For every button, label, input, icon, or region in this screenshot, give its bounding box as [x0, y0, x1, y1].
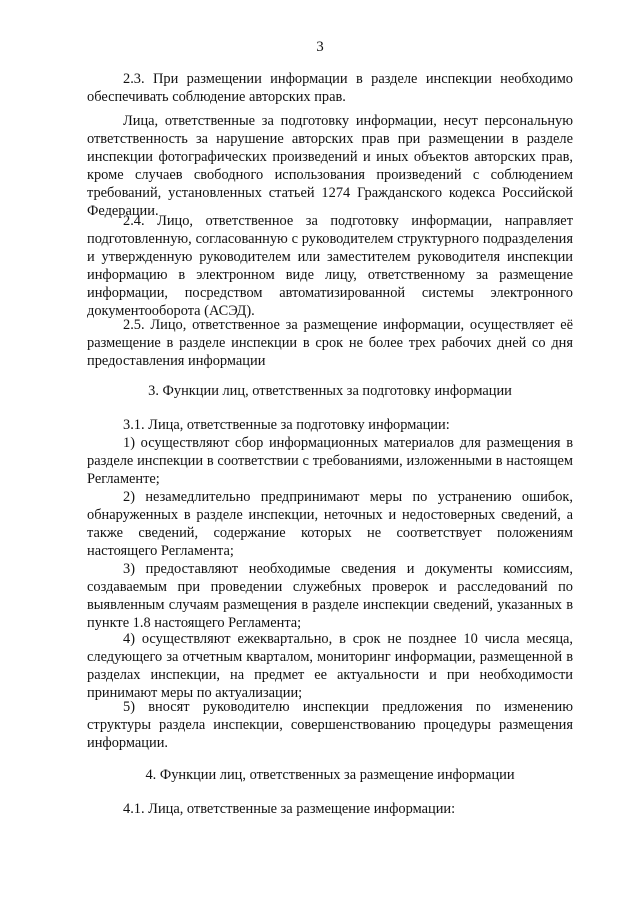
section-4-heading-block [87, 766, 573, 784]
list-item: 1) осуществляют сбор информационных материалов для размещения в разделе инспекции в соответствии с требованиями, изложенными в настоящем Регламенте; [87, 435, 573, 487]
paragraph-text: 2.4. Лицо, ответственное за подготовку информации, направляет подготовленную, согласованную с руководителем структурного подразделения и утвержденную руководителем или заместителем руководителя инспекции информацию в электронном виде лицу, ответственному за размещение информации, посредством автоматизированной системы электронного документооборота (АСЭД). [87, 213, 573, 319]
section-3-item-2 [87, 488, 573, 560]
paragraph-text: Лица, ответственные за подготовку информации, несут персональную ответственность за нарушение авторских прав при размещении в разделе инспекции фотографических произведений и иных объектов авторских прав, кроме случаев свободного использования произведений с соблюдением требований, установленных статьей 1274 Гражданского кодекса Российской Федерации. [87, 113, 573, 219]
section-3-heading: 3. Функции лиц, ответственных за подготовку информации [148, 383, 512, 399]
list-item: 3) предоставляют необходимые сведения и документы комиссиям, создаваемым при проведении служебных проверок и расследований по выявленным случаям размещения в разделе инспекции сведений, указанных в пункте 1.8 настоящего Регламента; [87, 561, 573, 631]
section-3-intro-block [87, 416, 573, 434]
list-item: 2) незамедлительно предпринимают меры по устранению ошибок, обнаруженных в разделе инспекции, неточных и недостоверных сведений, а также сведений, содержание которых не соответствует положениям настоящего Регламента; [87, 489, 573, 559]
section-3-item-4 [87, 630, 573, 702]
list-item: 5) вносят руководителю инспекции предложения по изменению структуры раздела инспекции, совершенствованию процедуры размещения информации. [87, 699, 573, 751]
section-3-item-5 [87, 698, 573, 752]
paragraph-2-4 [87, 212, 573, 320]
section-3-intro: 3.1. Лица, ответственные за подготовку информации: [123, 417, 450, 433]
paragraph-text: 2.3. При размещении информации в разделе инспекции необходимо обеспечивать соблюдение авторских прав. [87, 71, 573, 105]
paragraph-copyright-responsibility [87, 112, 573, 220]
list-item: 4) осуществляют ежеквартально, в срок не позднее 10 числа месяца, следующего за отчетным кварталом, мониторинг информации, размещенной в разделах инспекции, на предмет ее актуальности и при необходимости принимают меры по актуализации; [87, 631, 573, 701]
section-4-intro-block [87, 800, 573, 818]
paragraph-2-5 [87, 316, 573, 370]
section-4-heading: 4. Функции лиц, ответственных за размещение информации [145, 767, 515, 783]
section-3-item-3 [87, 560, 573, 632]
section-4-intro: 4.1. Лица, ответственные за размещение информации: [123, 801, 456, 817]
paragraph-2-3 [87, 70, 573, 106]
section-3-heading-block [87, 382, 573, 400]
paragraph-text: 2.5. Лицо, ответственное за размещение информации, осуществляет её размещение в разделе инспекции в срок не более трех рабочих дней со дня предоставления информации [87, 317, 573, 369]
section-3-item-1 [87, 434, 573, 488]
page-number: 3 [316, 39, 324, 55]
